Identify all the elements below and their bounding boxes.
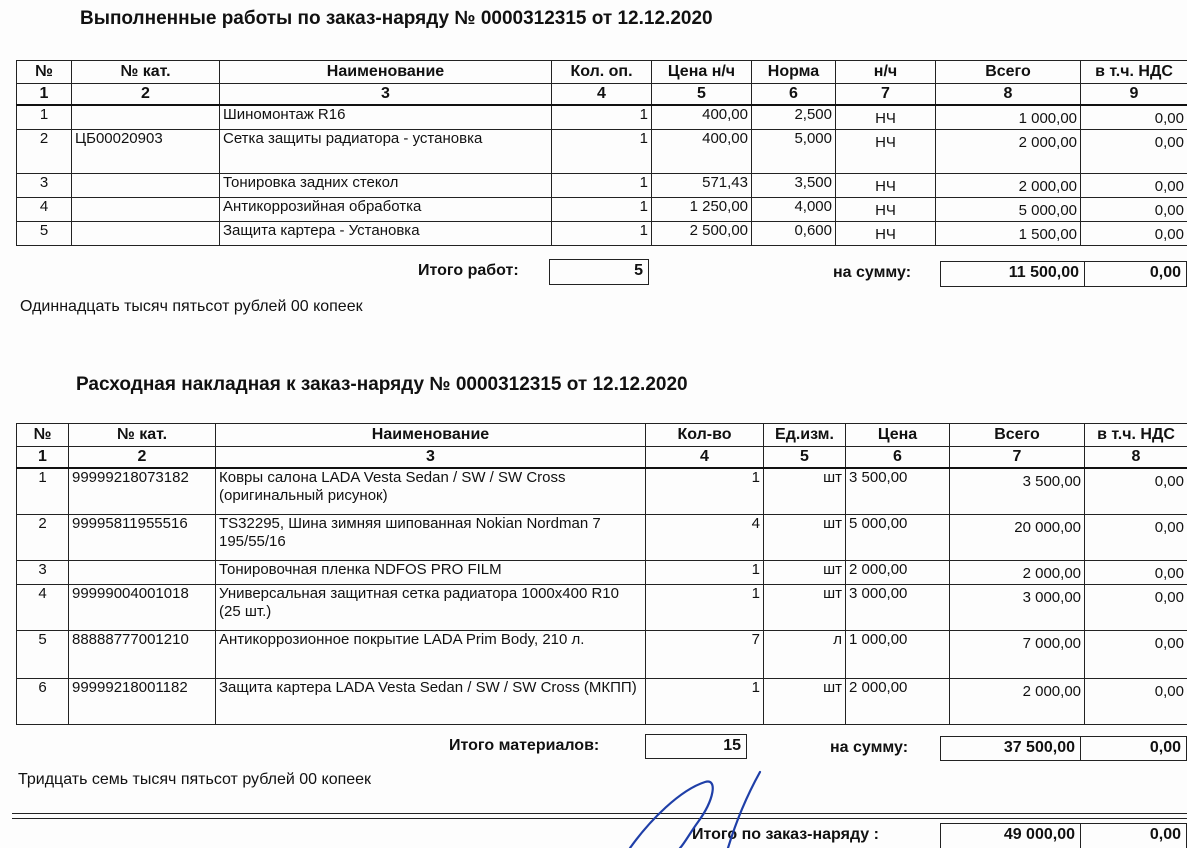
works-col-header-2: Наименование: [220, 61, 552, 84]
works-cell-vat: 0,00: [1081, 173, 1187, 197]
works-col-header-3: Кол. оп.: [552, 61, 652, 84]
works-cell-total: 2 000,00: [936, 129, 1081, 173]
materials-cell-n: 2: [17, 514, 69, 560]
materials-table-row: [17, 630, 1187, 678]
materials-cell-vat: 0,00: [1085, 584, 1187, 630]
works-sum-label: на сумму:: [833, 264, 912, 281]
materials-cell-vat: 0,00: [1085, 630, 1187, 678]
materials-col-number-0: 1: [17, 447, 69, 469]
materials-title: Расходная накладная к заказ-наряду № 0000312315 от 12.12.2020: [76, 374, 688, 395]
materials-cell-name: TS32295, Шина зимняя шипованная Nokian Nordman 7 195/55/16: [216, 514, 646, 560]
materials-cell-unit: л: [764, 630, 846, 678]
materials-cell-n: 3: [17, 560, 69, 584]
materials-table-row: [17, 514, 1187, 560]
works-col-number-3: 4: [552, 84, 652, 106]
materials-cell-unit: шт: [764, 560, 846, 584]
works-cell-cat: ЦБ00020903: [72, 129, 220, 173]
works-col-header-6: н/ч: [836, 61, 936, 84]
works-cell-name: Антикоррозийная обработка: [220, 197, 552, 221]
materials-cell-total: 3 000,00: [950, 584, 1085, 630]
works-cell-unit: НЧ: [836, 105, 936, 129]
materials-cell-vat: 0,00: [1085, 468, 1187, 514]
works-cell-norm: 2,500: [752, 105, 836, 129]
works-col-header-0: №: [17, 61, 72, 84]
works-cell-total: 5 000,00: [936, 197, 1081, 221]
materials-cell-price: 3 000,00: [846, 584, 950, 630]
separator-line-top: [12, 813, 1187, 814]
works-col-header-8: в т.ч. НДС: [1081, 61, 1187, 84]
works-cell-unit: НЧ: [836, 221, 936, 245]
materials-cell-total: 2 000,00: [950, 678, 1085, 724]
materials-cell-qty: 1: [646, 468, 764, 514]
materials-table-row: [17, 560, 1187, 584]
works-col-number-6: 7: [836, 84, 936, 106]
materials-table: [16, 423, 1187, 725]
materials-table-row: [17, 468, 1187, 514]
works-cell-cat: [72, 105, 220, 129]
grand-total-label: Итого по заказ-наряду :: [692, 826, 879, 843]
materials-cell-cat: 88888777001210: [69, 630, 216, 678]
works-cell-unit: НЧ: [836, 197, 936, 221]
materials-col-number-7: 8: [1085, 447, 1187, 469]
works-col-header-4: Цена н/ч: [652, 61, 752, 84]
materials-sum-vat: 0,00: [1080, 736, 1187, 761]
materials-cell-n: 5: [17, 630, 69, 678]
materials-cell-total: 2 000,00: [950, 560, 1085, 584]
works-col-number-4: 5: [652, 84, 752, 106]
materials-table-row: [17, 678, 1187, 724]
materials-col-number-3: 4: [646, 447, 764, 469]
works-cell-price: 571,43: [652, 173, 752, 197]
materials-cell-cat: 99999218001182: [69, 678, 216, 724]
works-table-row: [17, 197, 1187, 221]
works-cell-vat: 0,00: [1081, 105, 1187, 129]
materials-cell-cat: 99999004001018: [69, 584, 216, 630]
materials-cell-cat: 99995811955516: [69, 514, 216, 560]
materials-col-header-1: № кат.: [69, 424, 216, 447]
materials-col-number-2: 3: [216, 447, 646, 469]
works-cell-cat: [72, 221, 220, 245]
works-cell-price: 400,00: [652, 129, 752, 173]
materials-cell-unit: шт: [764, 514, 846, 560]
works-cell-qty: 1: [552, 173, 652, 197]
works-table-row: [17, 105, 1187, 129]
materials-col-number-6: 7: [950, 447, 1085, 469]
separator-line-bottom: [12, 818, 1187, 819]
works-cell-n: 5: [17, 221, 72, 245]
materials-cell-unit: шт: [764, 584, 846, 630]
materials-cell-cat: 99999218073182: [69, 468, 216, 514]
works-sum-vat: 0,00: [1084, 261, 1187, 287]
materials-col-header-6: Всего: [950, 424, 1085, 447]
works-table-row: [17, 221, 1187, 245]
works-cell-price: 400,00: [652, 105, 752, 129]
materials-cell-price: 2 000,00: [846, 560, 950, 584]
works-title: Выполненные работы по заказ-наряду № 0000312315 от 12.12.2020: [80, 8, 713, 29]
works-col-header-7: Всего: [936, 61, 1081, 84]
materials-cell-price: 5 000,00: [846, 514, 950, 560]
materials-col-header-3: Кол-во: [646, 424, 764, 447]
works-cell-n: 4: [17, 197, 72, 221]
works-cell-norm: 3,500: [752, 173, 836, 197]
works-cell-unit: НЧ: [836, 173, 936, 197]
materials-sum-total: 37 500,00: [940, 736, 1081, 761]
works-col-header-1: № кат.: [72, 61, 220, 84]
works-cell-qty: 1: [552, 197, 652, 221]
works-cell-norm: 5,000: [752, 129, 836, 173]
works-cell-name: Тонировка задних стекол: [220, 173, 552, 197]
works-total-count: 5: [549, 259, 649, 285]
materials-col-header-0: №: [17, 424, 69, 447]
materials-cell-cat: [69, 560, 216, 584]
materials-cell-qty: 4: [646, 514, 764, 560]
materials-cell-vat: 0,00: [1085, 514, 1187, 560]
works-cell-name: Защита картера - Установка: [220, 221, 552, 245]
works-col-number-5: 6: [752, 84, 836, 106]
materials-col-number-5: 6: [846, 447, 950, 469]
works-amount-in-words: Одиннадцать тысяч пятьсот рублей 00 копеек: [20, 298, 363, 315]
materials-cell-total: 20 000,00: [950, 514, 1085, 560]
materials-cell-price: 1 000,00: [846, 630, 950, 678]
materials-cell-vat: 0,00: [1085, 560, 1187, 584]
works-table-row: [17, 173, 1187, 197]
works-cell-qty: 1: [552, 129, 652, 173]
works-cell-cat: [72, 197, 220, 221]
works-cell-vat: 0,00: [1081, 221, 1187, 245]
materials-cell-qty: 1: [646, 560, 764, 584]
materials-cell-unit: шт: [764, 468, 846, 514]
works-cell-cat: [72, 173, 220, 197]
works-col-number-8: 9: [1081, 84, 1187, 106]
materials-cell-n: 6: [17, 678, 69, 724]
materials-table-row: [17, 584, 1187, 630]
works-cell-qty: 1: [552, 105, 652, 129]
works-col-header-5: Норма: [752, 61, 836, 84]
materials-col-header-4: Ед.изм.: [764, 424, 846, 447]
works-cell-norm: 4,000: [752, 197, 836, 221]
materials-cell-price: 3 500,00: [846, 468, 950, 514]
materials-cell-unit: шт: [764, 678, 846, 724]
materials-cell-name: Универсальная защитная сетка радиатора 1000x400 R10 (25 шт.): [216, 584, 646, 630]
works-cell-norm: 0,600: [752, 221, 836, 245]
works-cell-total: 2 000,00: [936, 173, 1081, 197]
works-cell-unit: НЧ: [836, 129, 936, 173]
materials-col-header-5: Цена: [846, 424, 950, 447]
materials-col-number-4: 5: [764, 447, 846, 469]
materials-cell-price: 2 000,00: [846, 678, 950, 724]
materials-cell-qty: 1: [646, 584, 764, 630]
works-table: [16, 60, 1187, 246]
materials-sum-label: на сумму:: [830, 739, 909, 756]
works-col-number-7: 8: [936, 84, 1081, 106]
materials-cell-total: 3 500,00: [950, 468, 1085, 514]
materials-total-count: 15: [645, 734, 747, 759]
works-cell-n: 2: [17, 129, 72, 173]
materials-total-label: Итого материалов:: [449, 737, 600, 754]
works-cell-vat: 0,00: [1081, 129, 1187, 173]
works-cell-total: 1 500,00: [936, 221, 1081, 245]
works-cell-price: 2 500,00: [652, 221, 752, 245]
signature-mark: [610, 770, 810, 848]
works-cell-qty: 1: [552, 221, 652, 245]
materials-cell-qty: 1: [646, 678, 764, 724]
materials-cell-name: Защита картера LADA Vesta Sedan / SW / SW Cross (МКПП): [216, 678, 646, 724]
materials-cell-vat: 0,00: [1085, 678, 1187, 724]
works-cell-total: 1 000,00: [936, 105, 1081, 129]
materials-amount-in-words: Тридцать семь тысяч пятьсот рублей 00 копеек: [18, 771, 372, 788]
works-table-row: [17, 129, 1187, 173]
works-total-label: Итого работ:: [418, 262, 519, 279]
works-cell-name: Шиномонтаж R16: [220, 105, 552, 129]
grand-total-vat: 0,00: [1080, 823, 1187, 848]
grand-total-sum: 49 000,00: [940, 823, 1081, 848]
materials-col-header-7: в т.ч. НДС: [1085, 424, 1187, 447]
materials-cell-name: Антикоррозионное покрытие LADA Prim Body, 210 л.: [216, 630, 646, 678]
works-col-number-0: 1: [17, 84, 72, 106]
works-sum-total: 11 500,00: [940, 261, 1085, 287]
materials-cell-qty: 7: [646, 630, 764, 678]
works-cell-name: Сетка защиты радиатора - установка: [220, 129, 552, 173]
materials-cell-name: Тонировочная пленка NDFOS PRO FILM: [216, 560, 646, 584]
materials-col-header-2: Наименование: [216, 424, 646, 447]
works-col-number-2: 3: [220, 84, 552, 106]
materials-col-number-1: 2: [69, 447, 216, 469]
works-cell-n: 3: [17, 173, 72, 197]
materials-cell-n: 1: [17, 468, 69, 514]
works-col-number-1: 2: [72, 84, 220, 106]
works-cell-vat: 0,00: [1081, 197, 1187, 221]
materials-cell-total: 7 000,00: [950, 630, 1085, 678]
materials-cell-n: 4: [17, 584, 69, 630]
works-cell-price: 1 250,00: [652, 197, 752, 221]
materials-cell-name: Ковры салона LADA Vesta Sedan / SW / SW Cross (оригинальный рисунок): [216, 468, 646, 514]
works-cell-n: 1: [17, 105, 72, 129]
